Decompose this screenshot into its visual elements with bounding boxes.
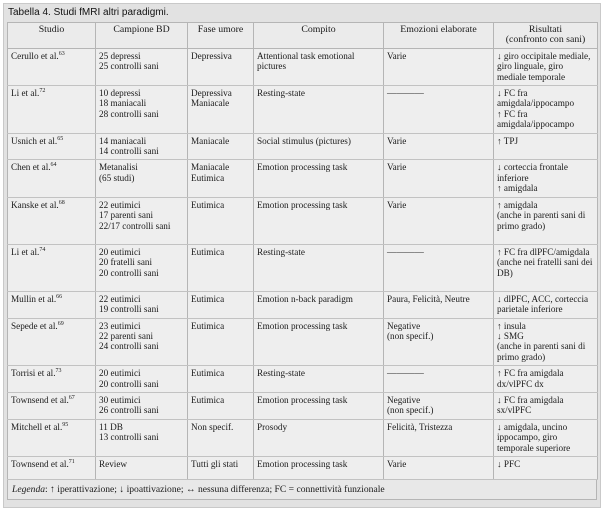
header-emozioni: Emozioni elaborate [384,23,494,49]
cell-compito: Emotion processing task [254,160,384,197]
cell-fase: Maniacale [188,133,254,160]
table-row [8,419,598,456]
cell-fase: Eutimica [188,197,254,244]
cell-emozioni: ———— [384,366,494,393]
cell-compito: Emotion n-back paradigm [254,291,384,318]
table-row [8,160,598,197]
reference-number: 95 [62,421,69,428]
study-name: Cerullo et al. [11,50,59,61]
cell-compito: Emotion processing task [254,456,384,479]
cell-studio [8,366,96,393]
table-row [8,197,598,244]
table-row [8,48,598,85]
cell-campione: 10 depressi 18 maniacali 28 controlli sani [96,86,188,134]
study-name: Torrisi et al. [11,368,56,379]
cell-risultati: ↓ amigdala, uncino ippocampo, giro temporale superiore [494,419,598,456]
cell-risultati: ↑ insula ↓ SMG (anche in parenti sani di primo grado) [494,318,598,366]
cell-compito: Resting-state [254,244,384,291]
cell-emozioni: ———— [384,244,494,291]
cell-fase: Depressiva Maniacale [188,86,254,134]
legend-text: : ↑ iperattivazione; ↓ ipoattivazione; ↔ nessuna differenza; FC = connettività funzionale [45,483,385,495]
table-row [8,456,598,479]
cell-compito: Attentional task emotional pictures [254,48,384,85]
cell-compito: Emotion processing task [254,197,384,244]
cell-campione: 14 maniacali 14 controlli sani [96,133,188,160]
reference-number: 66 [56,293,63,300]
header-compito: Compito [254,23,384,49]
header-fase: Fase umore [188,23,254,49]
study-name: Li et al. [11,88,40,99]
cell-risultati: ↑ TPJ [494,133,598,160]
study-name: Chen et al. [11,162,51,173]
study-name: Usnich et al. [11,135,58,146]
cell-emozioni: Negative (non specif.) [384,392,494,419]
cell-campione: 25 depressi 25 controlli sani [96,48,188,85]
cell-compito: Resting-state [254,86,384,134]
cell-emozioni: Felicità, Tristezza [384,419,494,456]
cell-fase: Tutti gli stati [188,456,254,479]
cell-fase: Eutimica [188,244,254,291]
cell-risultati: ↑ FC fra dlPFC/amigdala (anche nei fratelli sani dei DB) [494,244,598,291]
table-row [8,133,598,160]
cell-risultati: ↓ FC fra amigdala/ippocampo ↑ FC fra amigdala/ippocampo [494,86,598,134]
cell-compito: Emotion processing task [254,392,384,419]
cell-compito: Social stimulus (pictures) [254,133,384,160]
study-name: Mullin et al. [11,293,57,304]
cell-fase: Depressiva [188,48,254,85]
table-frame [3,3,601,508]
study-name: Li et al. [11,246,40,257]
cell-risultati: ↓ giro occipitale mediale, giro linguale, giro mediale temporale [494,48,598,85]
study-name: Mitchell et al. [11,421,63,432]
cell-fase: Eutimica [188,318,254,366]
study-name: Sepede et al. [11,320,58,331]
header-campione: Campione BD [96,23,188,49]
cell-studio [8,456,96,479]
table-row [8,366,598,393]
study-name: Townsend et al. [11,458,69,469]
cell-compito: Emotion processing task [254,318,384,366]
cell-campione: 30 eutimici 26 controlli sani [96,392,188,419]
cell-risultati: ↓ PFC [494,456,598,479]
cell-emozioni: ———— [384,86,494,134]
cell-risultati: ↓ corteccia frontale inferiore ↑ amigdala [494,160,598,197]
header-row [8,23,598,49]
cell-risultati: ↑ amigdala (anche in parenti sani di primo grado) [494,197,598,244]
legend-label: Legenda [12,483,46,495]
table-row [8,86,598,134]
cell-campione: 22 eutimici 19 controlli sani [96,291,188,318]
cell-emozioni: Negative (non specif.) [384,318,494,366]
cell-risultati: ↑ FC fra amigdala dx/vlPFC dx [494,366,598,393]
table-row [8,244,598,291]
cell-campione: 20 eutimici 20 fratelli sani 20 controlli sani [96,244,188,291]
reference-number: 64 [50,162,57,169]
cell-emozioni: Varie [384,197,494,244]
reference-number: 68 [58,199,65,206]
cell-compito: Resting-state [254,366,384,393]
cell-fase: Eutimica [188,366,254,393]
table-caption: Tabella 4. Studi fMRI altri paradigmi. [4,4,600,22]
cell-campione: Review [96,456,188,479]
study-name: Townsend et al. [11,394,69,405]
cell-fase: Eutimica [188,291,254,318]
cell-studio [8,133,96,160]
cell-studio [8,48,96,85]
cell-risultati: ↓ FC fra amigdala sx/vlPFC [494,392,598,419]
cell-compito: Prosody [254,419,384,456]
cell-emozioni: Varie [384,133,494,160]
cell-studio [8,197,96,244]
cell-campione: 22 eutimici 17 parenti sani 22/17 controlli sani [96,197,188,244]
cell-campione: 23 eutimici 22 parenti sani 24 controlli sani [96,318,188,366]
cell-emozioni: Varie [384,160,494,197]
table-row [8,291,598,318]
cell-fase: Eutimica [188,392,254,419]
cell-campione: Metanalisi (65 studi) [96,160,188,197]
reference-number: 72 [39,87,46,94]
reference-number: 63 [58,50,65,57]
cell-emozioni: Varie [384,456,494,479]
cell-campione: 11 DB 13 controlli sani [96,419,188,456]
cell-studio [8,419,96,456]
reference-number: 74 [39,246,46,253]
reference-number: 67 [68,394,75,401]
table-row [8,318,598,366]
cell-studio [8,86,96,134]
cell-campione: 20 eutimici 20 controlli sani [96,366,188,393]
table-legend [7,480,597,500]
cell-studio [8,291,96,318]
reference-number: 69 [57,320,64,327]
cell-fase: Maniacale Eutimica [188,160,254,197]
cell-studio [8,392,96,419]
cell-studio [8,318,96,366]
cell-studio [8,160,96,197]
table-row [8,392,598,419]
cell-emozioni: Varie [384,48,494,85]
study-name: Kanske et al. [11,199,59,210]
reference-number: 71 [68,458,75,465]
reference-number: 73 [55,368,62,375]
header-risultati: Risultati (confronto con sani) [494,23,598,49]
reference-number: 65 [57,135,64,142]
studies-table [7,22,598,480]
cell-emozioni: Paura, Felicità, Neutre [384,291,494,318]
header-studio: Studio [8,23,96,49]
cell-risultati: ↓ dlPFC, ACC, corteccia parietale inferiore [494,291,598,318]
cell-fase: Non specif. [188,419,254,456]
cell-studio [8,244,96,291]
